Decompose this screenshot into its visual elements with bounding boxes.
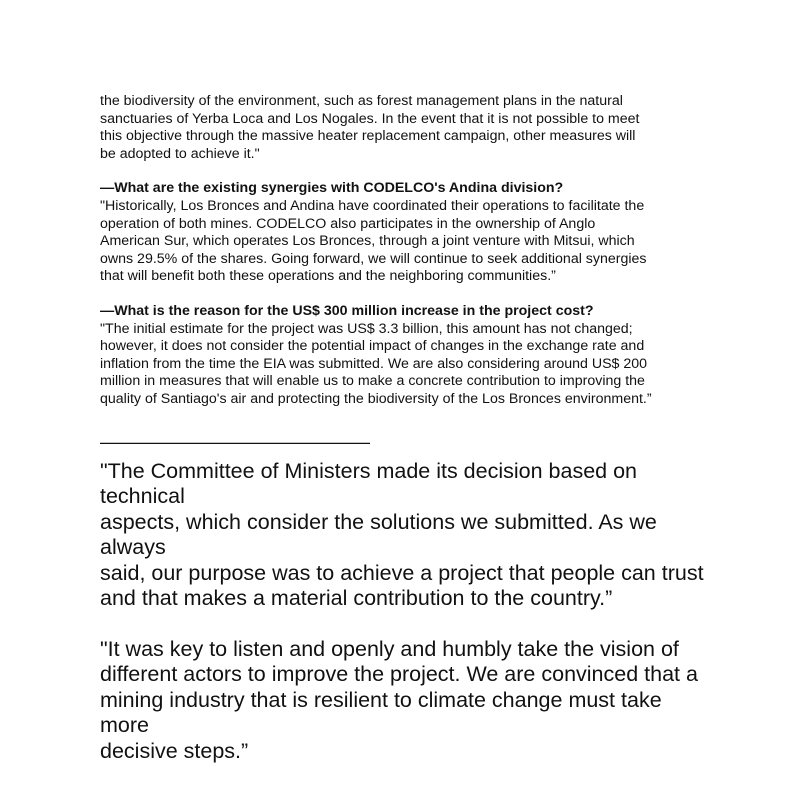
intro-paragraph: the biodiversity of the environment, such as forest management plans in the natural sanctuaries of Yerba Loca and Los Nogales. In the event that it is not possible to meet this objective through the massive heater replacement campaign, other measures will be adopted to achieve it."	[100, 93, 640, 162]
document-page	[100, 93, 710, 764]
answer-paragraph: "Historically, Los Bronces and Andina have coordinated their operations to facilitate the operation of both mines. CODELCO also participates in the ownership of Anglo American Sur, which operates Los Bronces, through a joint venture with Mitsui, which owns 29.5% of the shares. Going forward, we will continue to seek additional synergies that will benefit both these operations and the neighboring communities.”	[100, 197, 647, 285]
qa-item-cost-increase	[100, 303, 710, 409]
pull-quote: "The Committee of Ministers made its decision based on technical aspects, which consider the solutions we submitted. As we always said, our purpose was to achieve a project that people can trust and that makes a material contribution to the country.”	[100, 458, 704, 610]
section-divider: ———————————————	[100, 431, 370, 452]
pull-quote: "It was key to listen and openly and humbly take the vision of different actors to improve the project. We are convinced that a mining industry that is resilient to climate change must take more decisive steps.”	[100, 636, 698, 763]
qa-item-synergies	[100, 180, 710, 286]
question-heading: —What are the existing synergies with CODELCO's Andina division?	[100, 180, 564, 197]
question-heading: —What is the reason for the US$ 300 million increase in the project cost?	[100, 302, 594, 319]
answer-paragraph: "The initial estimate for the project was US$ 3.3 billion, this amount has not changed; however, it does not consider the potential impact of changes in the exchange rate and inflation from the time the EIA was submitted. We are also considering around US$ 200 million in measures that will enable us to make a concrete contribution to improving the quality of Santiago's air and protecting the biodiversity of the Los Bronces environment.”	[100, 320, 652, 407]
